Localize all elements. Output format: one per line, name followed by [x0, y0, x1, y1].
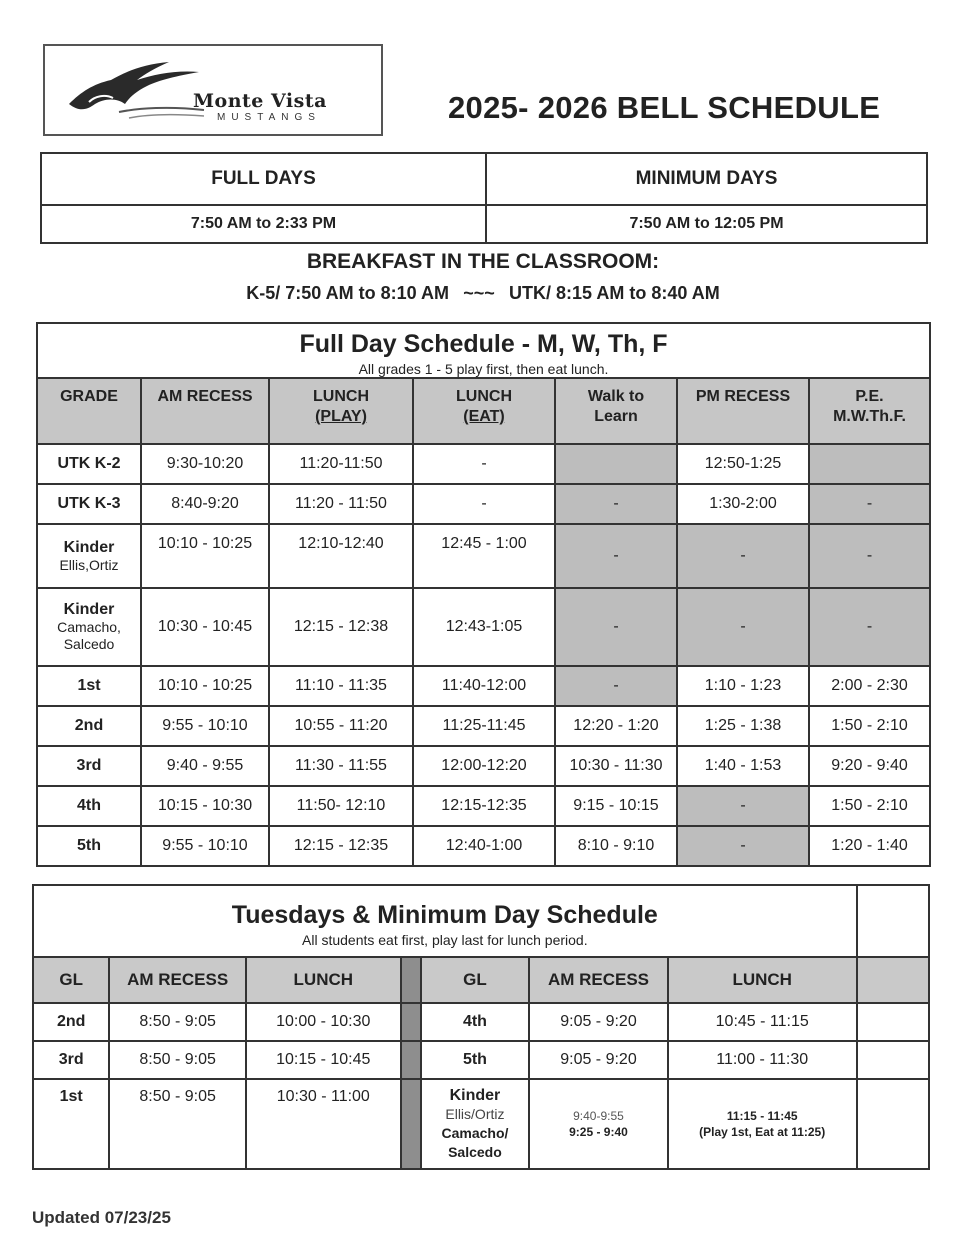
pm-recess-cell: 1:10 - 1:23 [677, 666, 809, 706]
pe-cell: - [809, 484, 930, 524]
lunch-eat-cell: 11:25-11:45 [413, 706, 555, 746]
am-recess-cell: 8:40-9:20 [141, 484, 269, 524]
col-lunch-play-line1: LUNCH [313, 388, 369, 405]
pm-recess-cell: - [677, 588, 809, 666]
mustang-horse-icon [59, 52, 209, 132]
table-row [33, 1041, 929, 1079]
walk-cell: - [555, 484, 677, 524]
col-pe-line2: M.W.Th.F. [833, 408, 906, 425]
am-recess-cell: 8:50 - 9:05 [109, 1003, 246, 1041]
grade-cell [37, 588, 141, 666]
pe-cell: 1:50 - 2:10 [809, 786, 930, 826]
table-row [37, 484, 930, 524]
blank-cell [857, 1041, 929, 1079]
gl-cell: 4th [421, 1003, 529, 1041]
col-lunch-right: LUNCH [668, 957, 857, 1003]
col-gl-right: GL [421, 957, 529, 1003]
table-row [37, 746, 930, 786]
logo-subtitle: MUSTANGS [217, 112, 321, 123]
kinder-lunch2: (Play 1st, Eat at 11:25) [699, 1125, 826, 1139]
lunch-eat-cell: 12:43-1:05 [413, 588, 555, 666]
lunch-play-cell: 11:50- 12:10 [269, 786, 413, 826]
tuesday-schedule-table [32, 884, 930, 1170]
col-walk-line1: Walk to [587, 388, 645, 405]
lunch-cell: 10:15 - 10:45 [246, 1041, 401, 1079]
am-recess-cell: 10:10 - 10:25 [141, 524, 269, 588]
walk-cell: - [555, 524, 677, 588]
col-grade: GRADE [37, 378, 141, 444]
gl-cell: 1st [33, 1079, 109, 1169]
lunch-eat-cell: - [413, 444, 555, 484]
col-lunch-eat [413, 378, 555, 444]
grade-cell: 2nd [37, 706, 141, 746]
pm-recess-cell: 1:25 - 1:38 [677, 706, 809, 746]
full-days-header: FULL DAYS [41, 153, 486, 205]
col-gl-left: GL [33, 957, 109, 1003]
tuesday-header [33, 885, 857, 957]
am-recess-cell: 9:30-10:20 [141, 444, 269, 484]
pm-recess-cell: - [677, 826, 809, 866]
full-day-schedule-table [36, 322, 931, 867]
logo-name: Monte Vista [193, 90, 327, 112]
lunch-cell: 10:30 - 11:00 [246, 1079, 401, 1169]
pe-cell: 2:00 - 2:30 [809, 666, 930, 706]
am-recess-cell: 10:10 - 10:25 [141, 666, 269, 706]
table-row [37, 524, 930, 588]
table-row [33, 1003, 929, 1041]
col-am-recess: AM RECESS [141, 378, 269, 444]
kinder-lunch-cell [668, 1079, 857, 1169]
lunch-play-cell: 10:55 - 11:20 [269, 706, 413, 746]
gl-cell: 2nd [33, 1003, 109, 1041]
lunch-eat-cell: 12:00-12:20 [413, 746, 555, 786]
pe-cell: 1:20 - 1:40 [809, 826, 930, 866]
pe-cell: - [809, 524, 930, 588]
kinder-am1: 9:40-9:55 [573, 1109, 624, 1123]
col-lunch-left: LUNCH [246, 957, 401, 1003]
tuesday-title: Tuesdays & Minimum Day Schedule [231, 900, 658, 929]
grade-cell: UTK K-2 [37, 444, 141, 484]
table-row [37, 588, 930, 666]
full-day-title: Full Day Schedule - M, W, Th, F [299, 330, 668, 358]
column-divider [401, 957, 421, 1003]
am-recess-cell: 10:30 - 10:45 [141, 588, 269, 666]
minimum-days-time: 7:50 AM to 12:05 PM [486, 205, 927, 243]
grade-cell: 1st [37, 666, 141, 706]
grade-cell: 3rd [37, 746, 141, 786]
full-day-subtitle: All grades 1 - 5 play first, then eat lunch. [358, 361, 609, 377]
lunch-play-cell: 11:20-11:50 [269, 444, 413, 484]
kinder-group2: Camacho/ Salcedo [441, 1124, 509, 1160]
grade-teachers: Ellis,Ortiz [59, 556, 119, 573]
col-walk-to-learn [555, 378, 677, 444]
minimum-days-header: MINIMUM DAYS [486, 153, 927, 205]
school-logo [43, 44, 383, 136]
kinder-lunch1: 11:15 - 11:45 [726, 1109, 798, 1123]
pm-recess-cell: 12:50-1:25 [677, 444, 809, 484]
lunch-cell: 10:00 - 10:30 [246, 1003, 401, 1041]
col-lunch-eat-line2: (EAT) [463, 408, 505, 425]
grade-label: Kinder [63, 601, 115, 618]
col-walk-line2: Learn [594, 408, 638, 425]
gl-cell: 5th [421, 1041, 529, 1079]
lunch-play-cell: 11:30 - 11:55 [269, 746, 413, 786]
col-lunch-play [269, 378, 413, 444]
kinder-am-cell [529, 1079, 668, 1169]
walk-cell: 12:20 - 1:20 [555, 706, 677, 746]
table-row [37, 444, 930, 484]
am-recess-cell: 8:50 - 9:05 [109, 1041, 246, 1079]
lunch-eat-cell: 11:40-12:00 [413, 666, 555, 706]
kinder-am2: 9:25 - 9:40 [569, 1125, 628, 1139]
col-am-recess-right: AM RECESS [529, 957, 668, 1003]
lunch-play-cell: 11:20 - 11:50 [269, 484, 413, 524]
am-recess-cell: 8:50 - 9:05 [109, 1079, 246, 1169]
breakfast-utk: UTK/ 8:15 AM to 8:40 AM [509, 283, 720, 303]
table-row [37, 666, 930, 706]
breakfast-separator: ~~~ [463, 283, 495, 303]
grade-cell: UTK K-3 [37, 484, 141, 524]
breakfast-title: BREAKFAST IN THE CLASSROOM: [306, 250, 660, 273]
table-row [37, 786, 930, 826]
breakfast-k5: K-5/ 7:50 AM to 8:10 AM [246, 283, 449, 303]
col-lunch-eat-line1: LUNCH [456, 388, 512, 405]
walk-cell: 10:30 - 11:30 [555, 746, 677, 786]
gl-cell: 3rd [33, 1041, 109, 1079]
grade-label: Kinder [63, 538, 115, 556]
col-am-recess-left: AM RECESS [109, 957, 246, 1003]
kinder-label: Kinder [449, 1086, 501, 1104]
col-pm-recess: PM RECESS [677, 378, 809, 444]
tuesday-subtitle: All students eat first, play last for lunch period. [302, 931, 588, 948]
lunch-eat-cell: 12:15-12:35 [413, 786, 555, 826]
lunch-cell: 10:45 - 11:15 [668, 1003, 857, 1041]
col-pe [809, 378, 930, 444]
lunch-play-cell: 12:15 - 12:38 [269, 588, 413, 666]
lunch-eat-cell: - [413, 484, 555, 524]
grade-cell: 4th [37, 786, 141, 826]
walk-cell: - [555, 666, 677, 706]
table-row [37, 826, 930, 866]
blank-cell [857, 885, 929, 957]
pm-recess-cell: 1:30-2:00 [677, 484, 809, 524]
school-hours-table [40, 152, 928, 244]
pe-cell: 9:20 - 9:40 [809, 746, 930, 786]
table-row [33, 1079, 929, 1169]
page-title: 2025- 2026 BELL SCHEDULE [448, 90, 881, 125]
updated-date: Updated 07/23/25 [32, 1208, 171, 1227]
kinder-gl-cell [421, 1079, 529, 1169]
pe-cell [809, 444, 930, 484]
pm-recess-cell: 1:40 - 1:53 [677, 746, 809, 786]
col-pe-line1: P.E. [855, 388, 884, 405]
am-recess-cell: 9:40 - 9:55 [141, 746, 269, 786]
pm-recess-cell: - [677, 786, 809, 826]
am-recess-cell: 9:55 - 10:10 [141, 826, 269, 866]
kinder-group1: Ellis/Ortiz [445, 1105, 505, 1122]
breakfast-times [0, 283, 966, 304]
lunch-play-cell: 11:10 - 11:35 [269, 666, 413, 706]
blank-cell [857, 1079, 929, 1169]
pe-cell: 1:50 - 2:10 [809, 706, 930, 746]
lunch-eat-cell: 12:40-1:00 [413, 826, 555, 866]
grade-teachers: Camacho, Salcedo [57, 619, 121, 652]
full-days-time: 7:50 AM to 2:33 PM [41, 205, 486, 243]
lunch-play-cell: 12:10-12:40 [269, 524, 413, 588]
full-day-header [37, 323, 930, 378]
column-divider [401, 1079, 421, 1169]
pe-cell: - [809, 588, 930, 666]
walk-cell: - [555, 588, 677, 666]
column-divider [401, 1041, 421, 1079]
am-recess-cell: 9:55 - 10:10 [141, 706, 269, 746]
walk-cell: 9:15 - 10:15 [555, 786, 677, 826]
grade-cell: 5th [37, 826, 141, 866]
col-lunch-play-line2: (PLAY) [315, 408, 367, 425]
walk-cell [555, 444, 677, 484]
pm-recess-cell: - [677, 524, 809, 588]
lunch-play-cell: 12:15 - 12:35 [269, 826, 413, 866]
am-recess-cell: 9:05 - 9:20 [529, 1003, 668, 1041]
lunch-cell: 11:00 - 11:30 [668, 1041, 857, 1079]
table-row [37, 706, 930, 746]
am-recess-cell: 9:05 - 9:20 [529, 1041, 668, 1079]
col-blank [857, 957, 929, 1003]
column-divider [401, 1003, 421, 1041]
lunch-eat-cell: 12:45 - 1:00 [413, 524, 555, 588]
grade-cell [37, 524, 141, 588]
walk-cell: 8:10 - 9:10 [555, 826, 677, 866]
blank-cell [857, 1003, 929, 1041]
am-recess-cell: 10:15 - 10:30 [141, 786, 269, 826]
